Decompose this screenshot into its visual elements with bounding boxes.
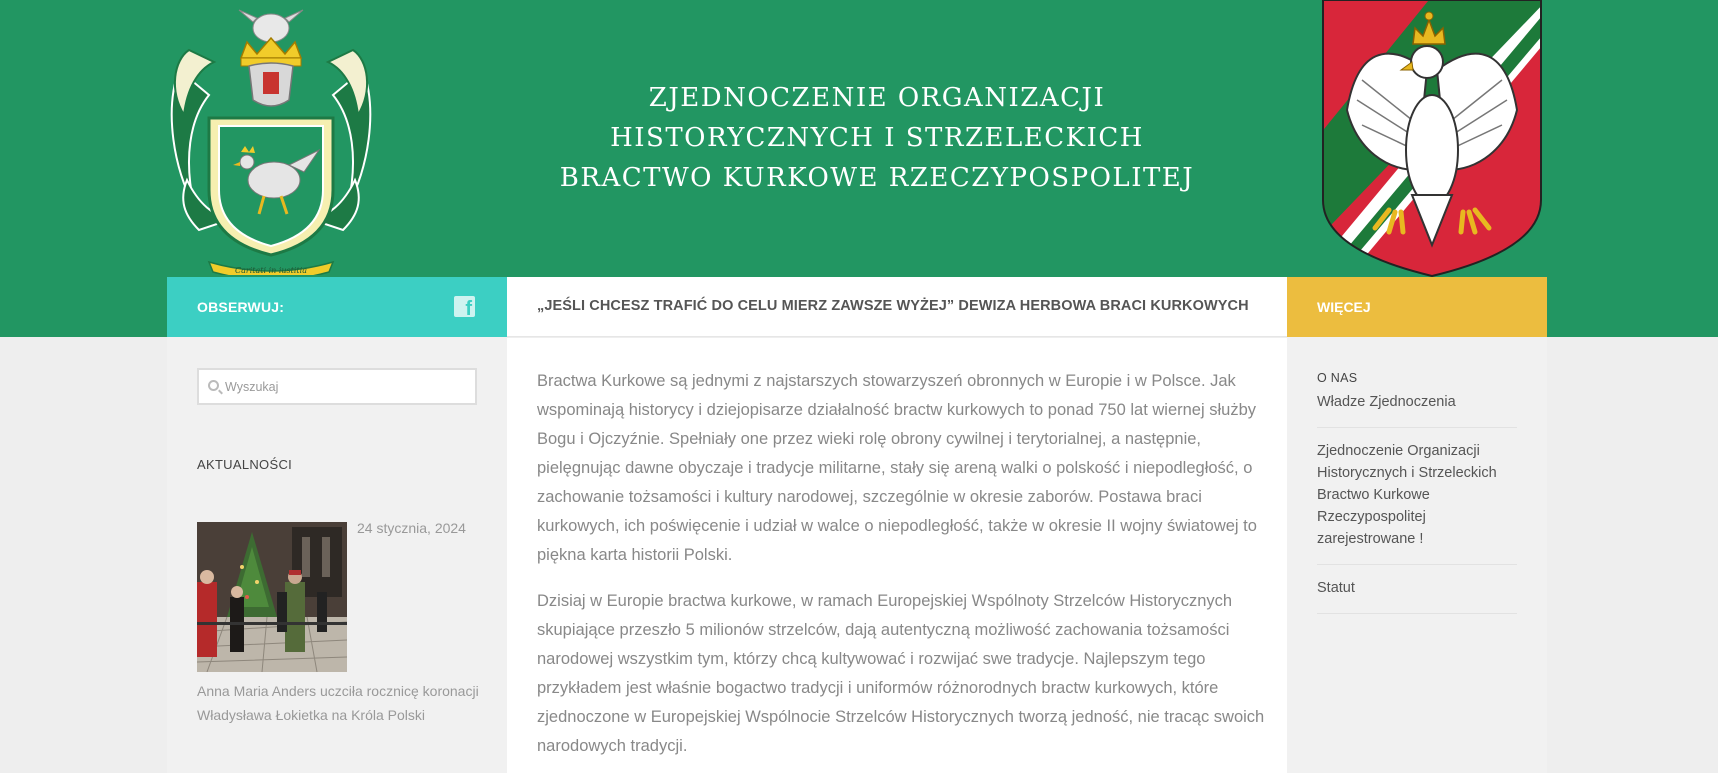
left-sidebar <box>167 337 507 773</box>
right-eagle-shield-icon[interactable] <box>1317 0 1547 277</box>
site-title-line-2: HISTORYCZNYCH I STRZELECKICH <box>610 123 1144 153</box>
search-box <box>197 368 477 405</box>
site-title-line-1: ZJEDNOCZENIE ORGANIZACJI <box>648 83 1106 113</box>
site-header <box>167 0 1547 277</box>
paragraph-2: Dzisiaj w Europie bractwa kurkowe, w ramach Europejskiej Wspólnoty Strzelców Historycznych skupiające przeszło 5 milionów strzelców, dają autentyczną możliwość zachowania tożsamości narodowej wszystkim tym, którzy chcą kultywować i rozwijać swe tradycje. Najlepszym tego przykładem jest właśnie bogactwo tradycji i uniformów różnorodnych bractw kurkowych, które zjednoczone w Europejskiej Wspólnocie Strzelców Historycznych tworzą jedność, nie tracąc swoich narodowych tradycji. <box>537 592 1265 755</box>
left-coat-of-arms-icon[interactable] <box>169 0 373 275</box>
search-input[interactable] <box>225 376 465 398</box>
follow-label: OBSERWUJ: <box>197 299 285 315</box>
about-heading: O NAS <box>1317 371 1358 385</box>
more-label: WIĘCEJ <box>1317 299 1371 315</box>
paragraph-1: Bractwa Kurkowe są jednymi z najstarszych stowarzyszeń obronnych w Europie i w Polsce. Jak wspominają historycy i dziejopisarze działalność bractw kurkowych to ponad 750 lat wiernej służby Bogu i Ojczyźnie. Spełniały one przez wieki rolę obrony cywilnej i terytorialnej, a następnie, pielęgnując dawne obyczaje i tradycje militarne, stały się areną walki o polskość i niepodległość, o zachowanie tożsamości i kultury narodowej, szczególnie w okresie zaborów. Postawa braci kurkowych, ich poświęcenie i udział w walce o niepodległość, także w okresie II wojny światowej to piękna karta historii Polski. <box>537 372 1257 564</box>
svg-text:Caritati in iustitia: Caritati in iustitia <box>235 266 307 275</box>
link-zjednoczenie-zarejestrowane[interactable]: Zjednoczenie Organizacji Historycznych i Strzeleckich Bractwo Kurkowe Rzeczypospolitej zarejestrowane ! <box>1317 428 1517 565</box>
page-title-bar <box>507 277 1287 337</box>
news-date: 24 stycznia, 2024 <box>357 520 466 536</box>
news-title-link[interactable]: Anna Maria Anders uczciła rocznicę koronacji Władysława Łokietka na Króla Polski <box>197 683 479 723</box>
main-content <box>507 338 1287 773</box>
follow-bar <box>167 277 507 337</box>
more-bar <box>1287 277 1547 337</box>
right-sidebar <box>1287 337 1547 773</box>
search-icon <box>208 380 219 391</box>
site-title-line-3: BRACTWO KURKOWE RZECZYPOSPOLITEJ <box>559 163 1195 193</box>
news-thumbnail[interactable] <box>197 522 347 672</box>
link-wladze-zjednoczenia[interactable]: Władze Zjednoczenia <box>1317 391 1517 428</box>
page-wrapper <box>167 0 1547 773</box>
news-heading: AKTUALNOŚCI <box>197 457 293 472</box>
about-links <box>1317 391 1517 614</box>
facebook-icon[interactable]: f <box>454 296 475 317</box>
page-title: „JEŚLI CHCESZ TRAFIĆ DO CELU MIERZ ZAWSZE WYŻEJ” DEWIZA HERBOWA BRACI KURKOWYCH <box>537 298 1249 314</box>
link-statut[interactable]: Statut <box>1317 565 1517 614</box>
site-title[interactable] <box>467 78 1287 198</box>
